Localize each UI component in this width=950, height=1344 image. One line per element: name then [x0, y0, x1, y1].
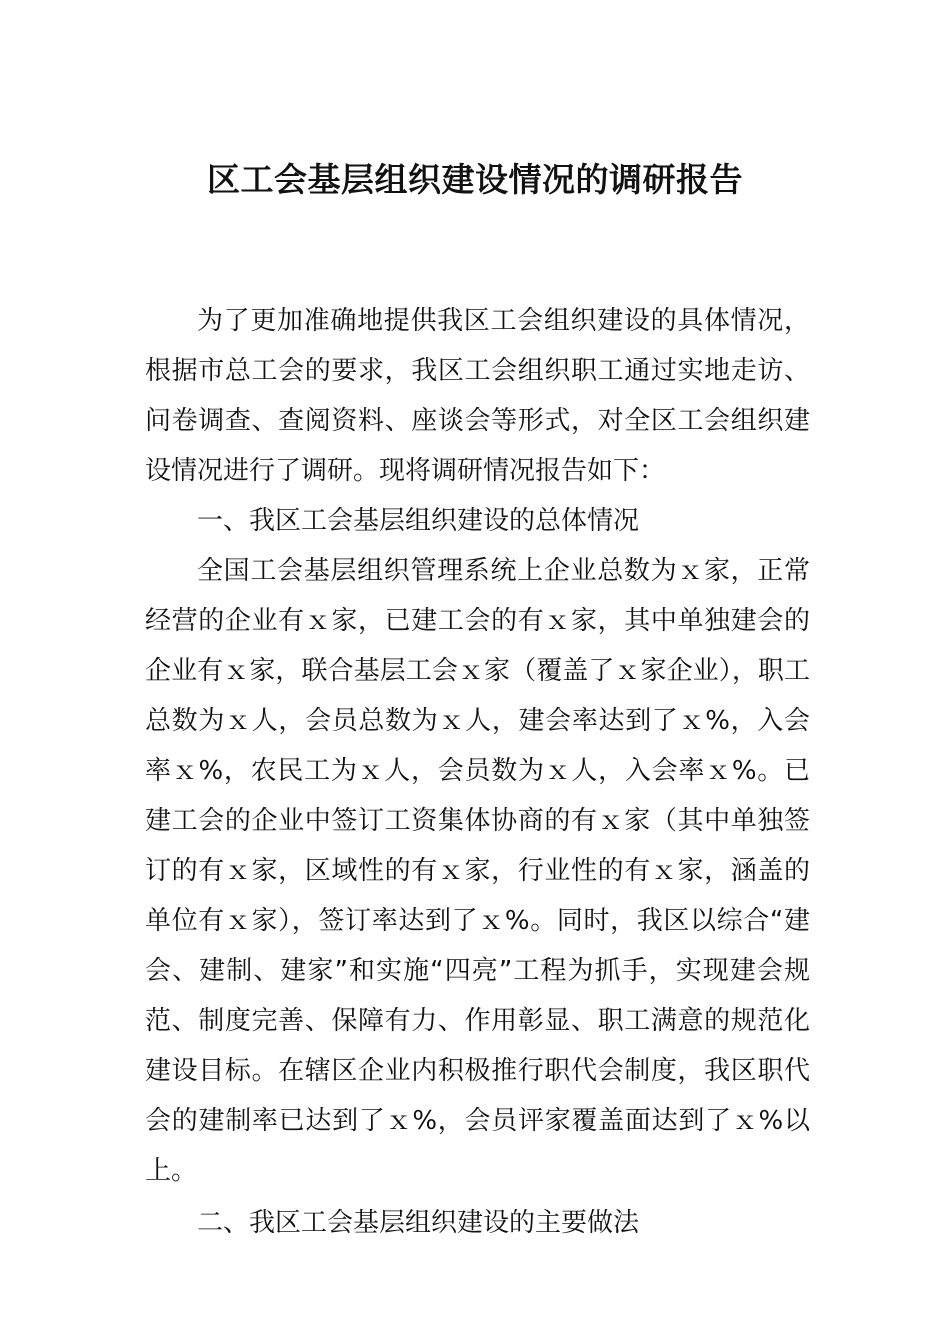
- section-1-paragraph: 全国工会基层组织管理系统上企业总数为ｘ家，正常经营的企业有ｘ家，已建工会的有ｘ家，其中单独建会的企业有ｘ家，联合基层工会ｘ家（覆盖了ｘ家企业），职工总数为ｘ人，会员总数为ｘ人，建会率达到了ｘ%，入会率ｘ%，农民工为ｘ人，会员数为ｘ人，入会率ｘ%。已建工会的企业中签订工资集体协商的有ｘ家（其中单独签订的有ｘ家，区域性的有ｘ家，行业性的有ｘ家，涵盖的单位有ｘ家），签订率达到了ｘ%。同时，我区以综合“建会、建制、建家”和实施“四亮”工程为抓手，实现建会规范、制度完善、保障有力、作用彰显、职工满意的规范化建设目标。在辖区企业内积极推行职代会制度，我区职代会的建制率已达到了ｘ%，会员评家覆盖面达到了ｘ%以上。: [145, 556, 810, 1186]
- intro-paragraph: 为了更加准确地提供我区工会组织建设的具体情况，根据市总工会的要求，我区工会组织职工通过实地走访、问卷调查、查阅资料、座谈会等形式，对全区工会组织建设情况进行了调研。现将调研情况报告如下：: [145, 306, 810, 486]
- section-2-heading: 二、我区工会基层组织建设的主要做法: [197, 1208, 640, 1238]
- document-body: [145, 296, 810, 1248]
- section-1-heading: 一、我区工会基层组织建设的总体情况: [197, 506, 640, 536]
- document-title: 区工会基层组织建设情况的调研报告: [207, 160, 743, 199]
